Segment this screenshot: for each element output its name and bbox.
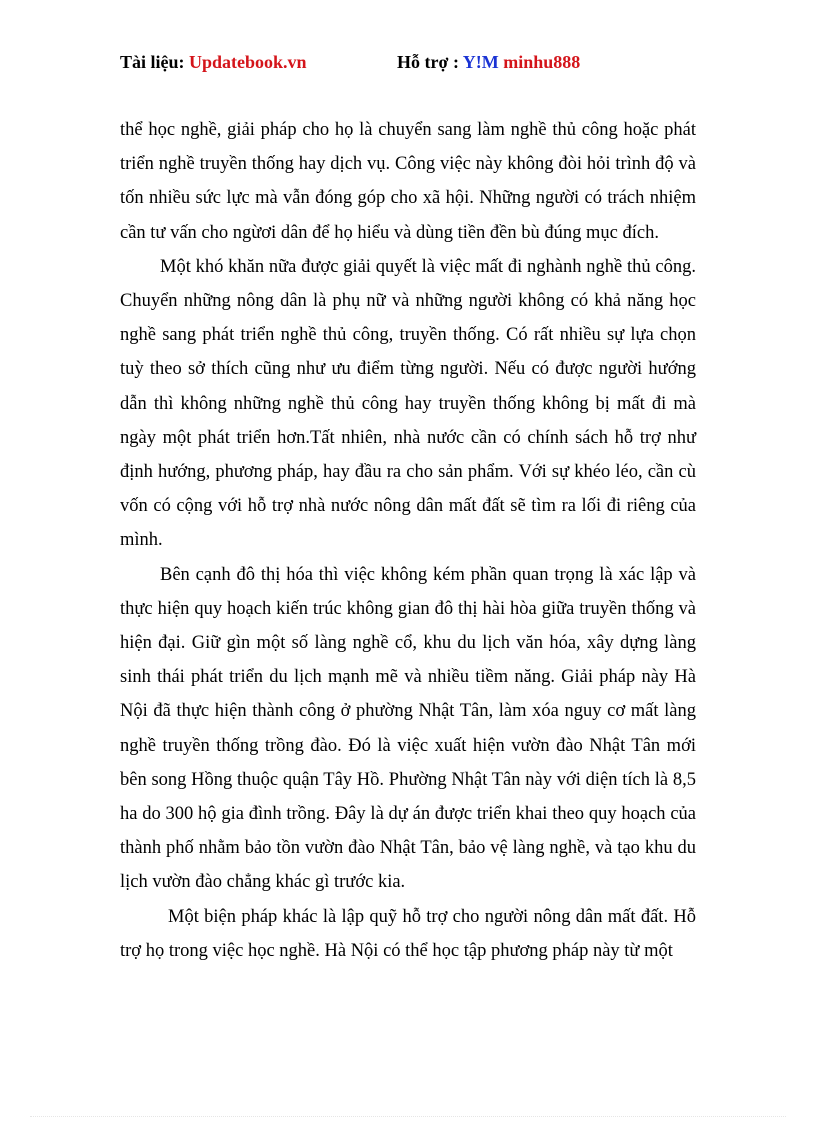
paragraph-urban-planning: Bên cạnh đô thị hóa thì việc không kém phần quan trọng là xác lập và thực hiện quy hoạch kiến trúc không gian đô thị hài hòa giữa truyền thống và hiện đại. Giữ gìn một số làng nghề cổ, khu du lịch văn hóa, xây dựng làng sinh thái phát triển du lịch mạnh mẽ và nhiều tiềm năng. Giải pháp này Hà Nội đã thực hiện thành công ở phường Nhật Tân, làm xóa nguy cơ mất làng nghề truyền thống trồng đào. Đó là việc xuất hiện vườn đào Nhật Tân mới bên song Hồng thuộc quận Tây Hồ. Phường Nhật Tân này với diện tích là 8,5 ha do 300 hộ gia đình trồng. Đây là dự án được triển khai theo quy hoạch của thành phố nhằm bảo tồn vườn đào Nhật Tân, bảo vệ làng nghề, và tạo khu du lịch vườn đào chẳng khác gì trước kia. xyxy=(120,564,696,893)
support-id[interactable]: minhu888 xyxy=(503,52,581,72)
support-contact xyxy=(397,52,580,73)
doc-site-link[interactable]: Updatebook.vn xyxy=(189,52,307,72)
document-body xyxy=(120,113,696,968)
doc-colon: : xyxy=(178,52,185,72)
doc-label: Tài liệu xyxy=(120,52,179,72)
paragraph-continuation: thể học nghề, giải pháp cho họ là chuyển sang làm nghề thủ công hoặc phát triển nghề truyền thống hay dịch vụ. Công việc này không đòi hỏi trình độ và tốn nhiều sức lực mà vẫn đóng góp cho xã hội. Những người có trách nhiệm cần tư vấn cho ngừơi dân để họ hiểu và dùng tiền đền bù đúng mục đích. xyxy=(120,120,696,243)
paragraph-support-fund: Một biện pháp khác là lập quỹ hỗ trợ cho người nông dân mất đất. Hỗ trợ họ trong việc học nghề. Hà Nội có thể học tập phương pháp này từ một xyxy=(120,906,696,961)
paragraph-craft-villages: Một khó khăn nữa được giải quyết là việc mất đi nghành nghề thủ công. Chuyển những nông dân là phụ nữ và những người không có khả năng học nghề sang phát triển nghề thủ công, truyền thống. Có rất nhiều sự lựa chọn tuỳ theo sở thích cũng như ưu điểm từng người. Nếu có được người hướng dẫn thì không những nghề thủ công hay truyền thống không bị mất đi mà ngày một phát triển hơn.Tất nhiên, nhà nước cần có chính sách hỗ trợ như định hướng, phương pháp, hay đầu ra cho sản phẩm. Với sự khéo léo, cần cù vốn có cộng với hỗ trợ nhà nước nông dân mất đất sẽ tìm ra lối đi riêng của mình. xyxy=(120,256,696,551)
page-header xyxy=(120,52,720,78)
support-label: Hỗ trợ xyxy=(397,52,449,72)
support-colon: : xyxy=(452,52,459,72)
page-bottom-divider xyxy=(30,1116,786,1117)
support-ym[interactable]: Y!M xyxy=(462,52,499,72)
document-source xyxy=(120,52,307,73)
